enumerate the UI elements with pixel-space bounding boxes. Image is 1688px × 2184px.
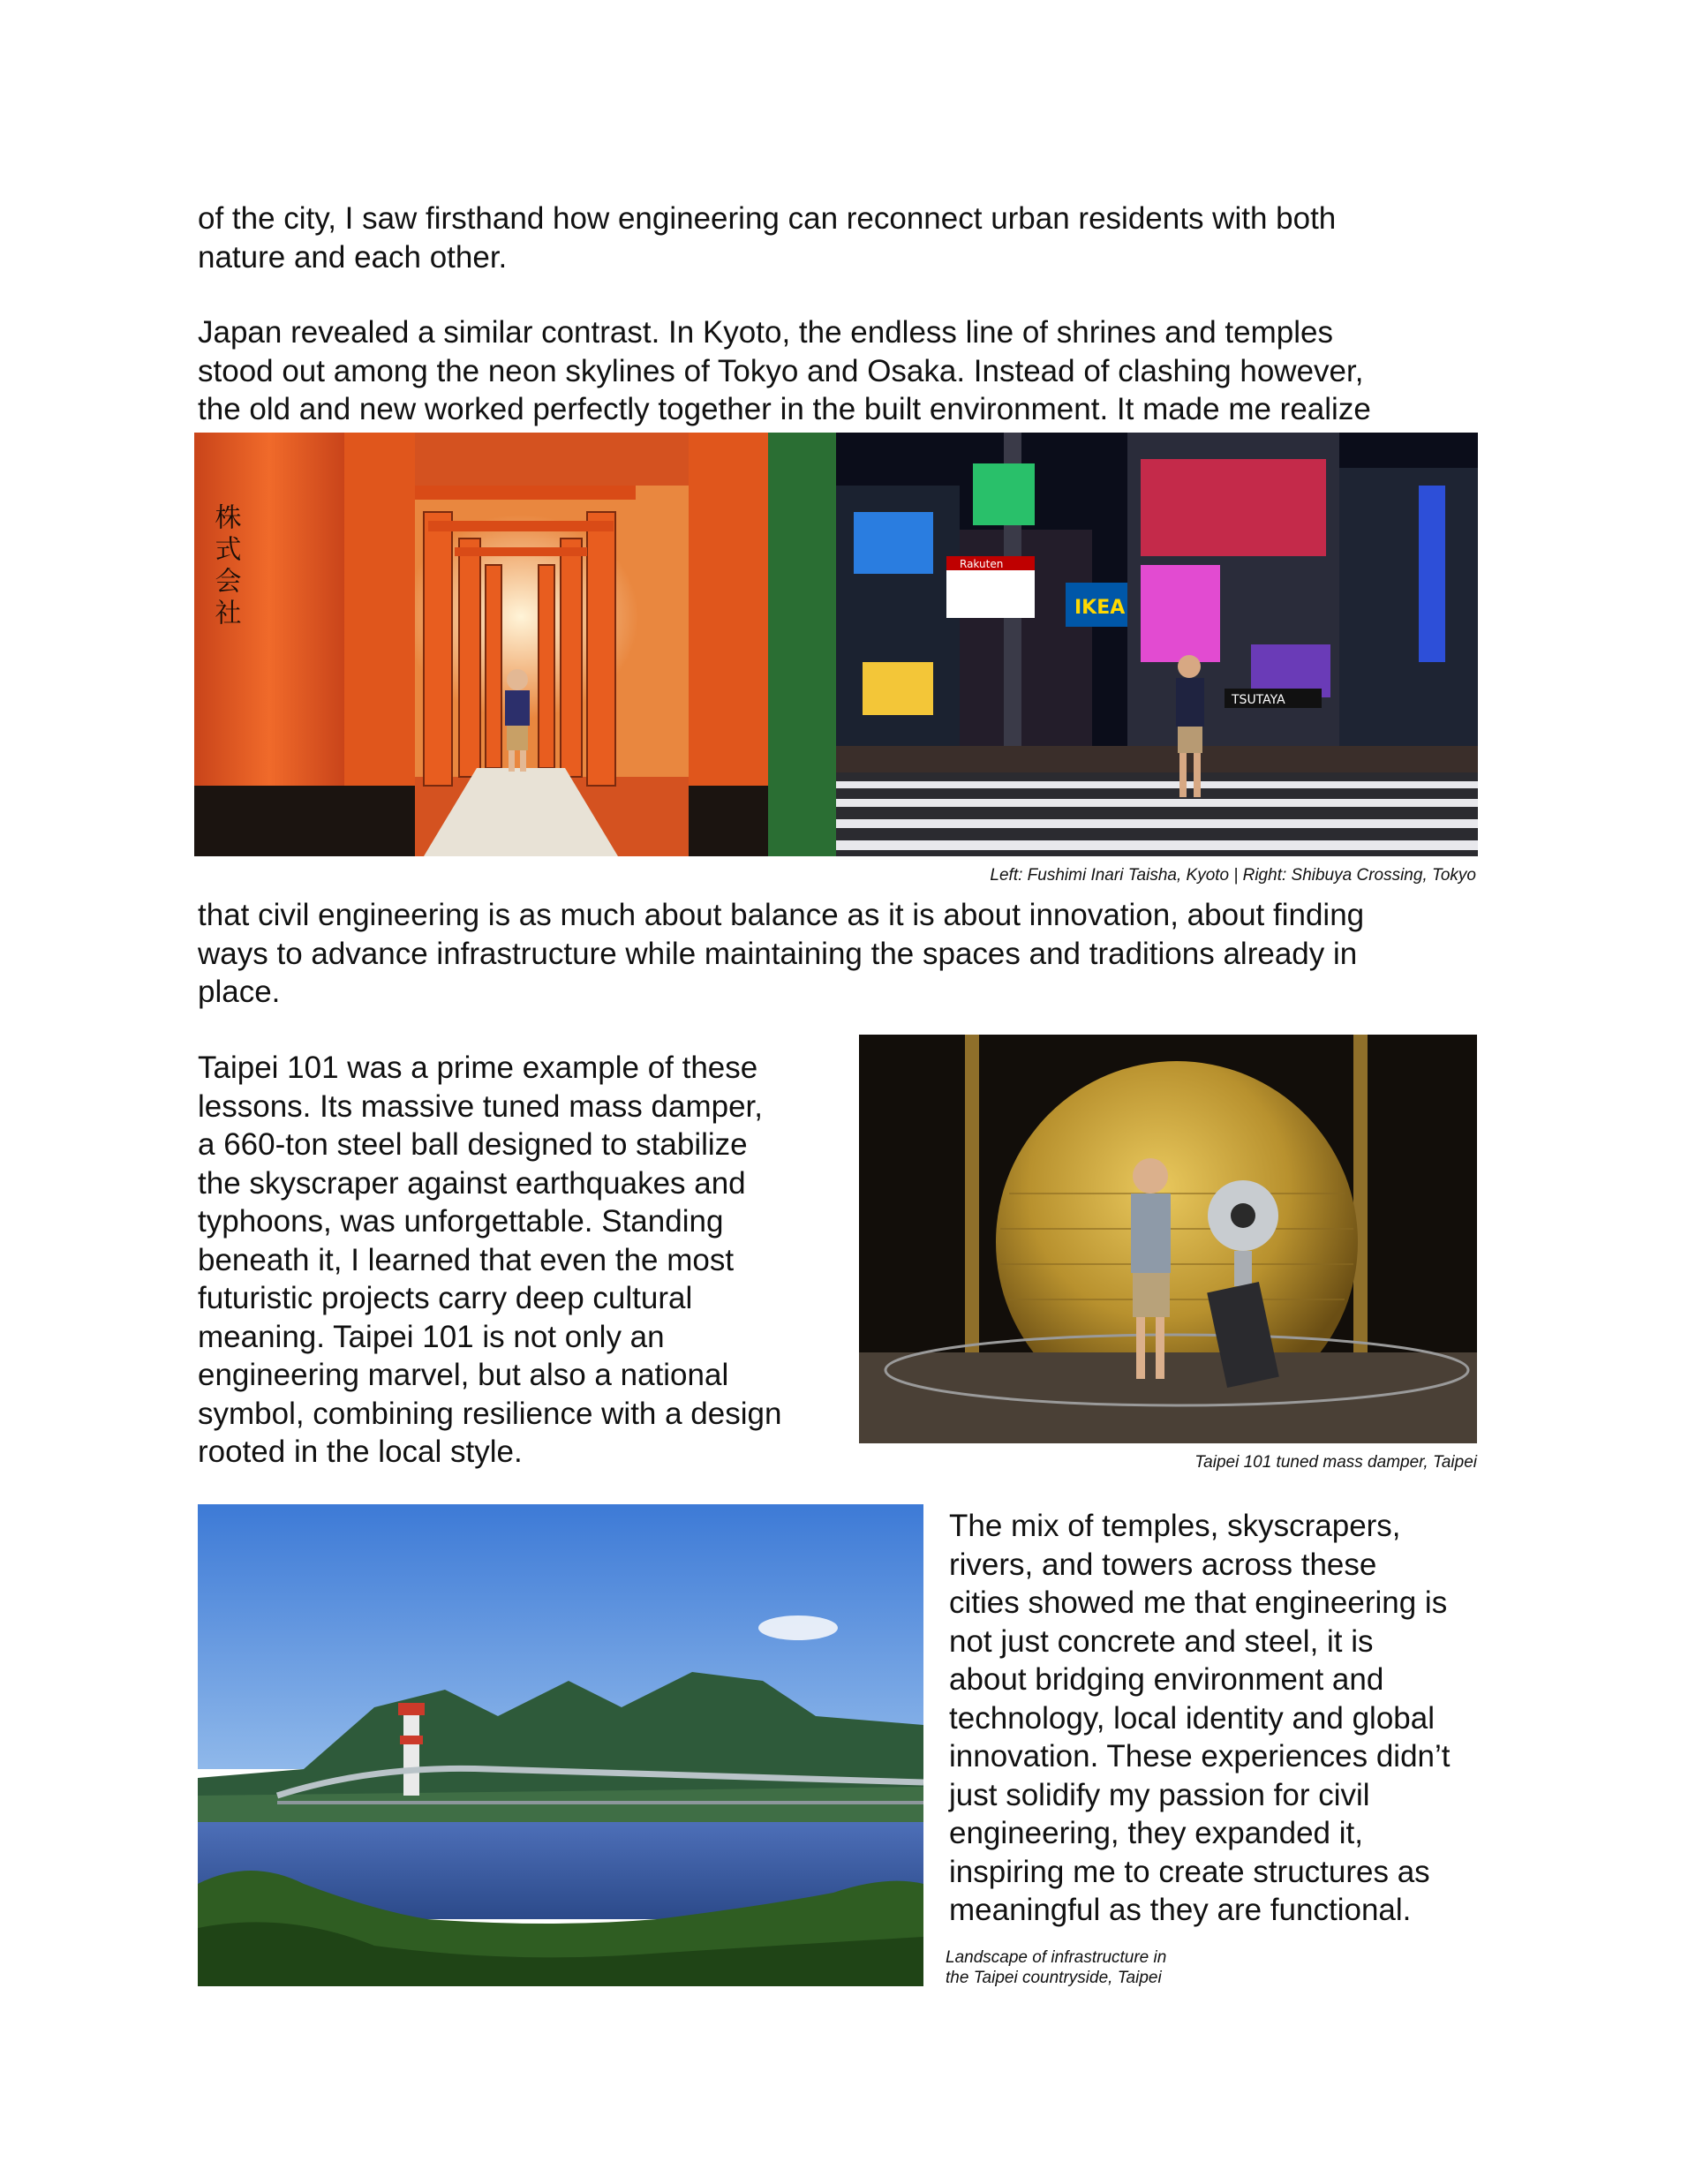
- photo-taipei-landscape: [198, 1504, 923, 1986]
- photo-fushimi-inari: [194, 433, 836, 856]
- sign-rakuten: Rakuten: [960, 558, 1004, 570]
- caption-japan-photos: Left: Fushimi Inari Taisha, Kyoto | Right: Shibuya Crossing, Tokyo: [990, 866, 1476, 885]
- caption-taipei-101: Taipei 101 tuned mass damper, Taipei: [1194, 1453, 1477, 1472]
- sign-ikea: IKEA: [1074, 597, 1126, 619]
- paragraph-taipei-101: Taipei 101 was a prime example of these lessons. Its massive tuned mass damper, a 660-ton steel ball designed to stabilize the skyscraper against earthquakes and typhoons, was unforgettable. Standing beneath it, I learned that even the most futuristic projects carry deep cultural meaning. Taipei 101 is not only an engineering marvel, but also a national symbol, combining resilience with a design rooted in the local style.: [198, 1051, 782, 1469]
- photo-shibuya-crossing: [836, 433, 1478, 856]
- photo-taipei-101-damper: [859, 1035, 1477, 1443]
- torii-inscription: 株式会社: [209, 503, 241, 630]
- sign-tsutaya: TSUTAYA: [1232, 693, 1285, 707]
- paragraph-conclusion: The mix of temples, skyscrapers, rivers, and towers across these cities showed me that engineering is not just concrete and steel, it is about bridging environment and technology, local identity and global innovation. These experiences didn’t just solidify my passion for civil engineering, they expanded it, inspiring me to create structures as meaningful as they are functional.: [949, 1509, 1451, 1927]
- paragraph-intro-continuation: of the city, I saw firsthand how engineering can reconnect urban residents with both nature and each other.: [198, 201, 1337, 275]
- paragraph-japan-contrast: Japan revealed a similar contrast. In Kyoto, the endless line of shrines and temples stood out among the neon skylines of Tokyo and Osaka. Instead of clashing however, the old and new worked perfectly together in the built environment. It made me realize: [198, 315, 1371, 426]
- caption-taipei-landscape: Landscape of infrastructure in the Taipei countryside, Taipei: [946, 1948, 1167, 1987]
- paragraph-balance-innovation: that civil engineering is as much about balance as it is about innovation, about finding ways to advance infrastructure while maintaining the spaces and traditions already in place.: [198, 898, 1365, 1009]
